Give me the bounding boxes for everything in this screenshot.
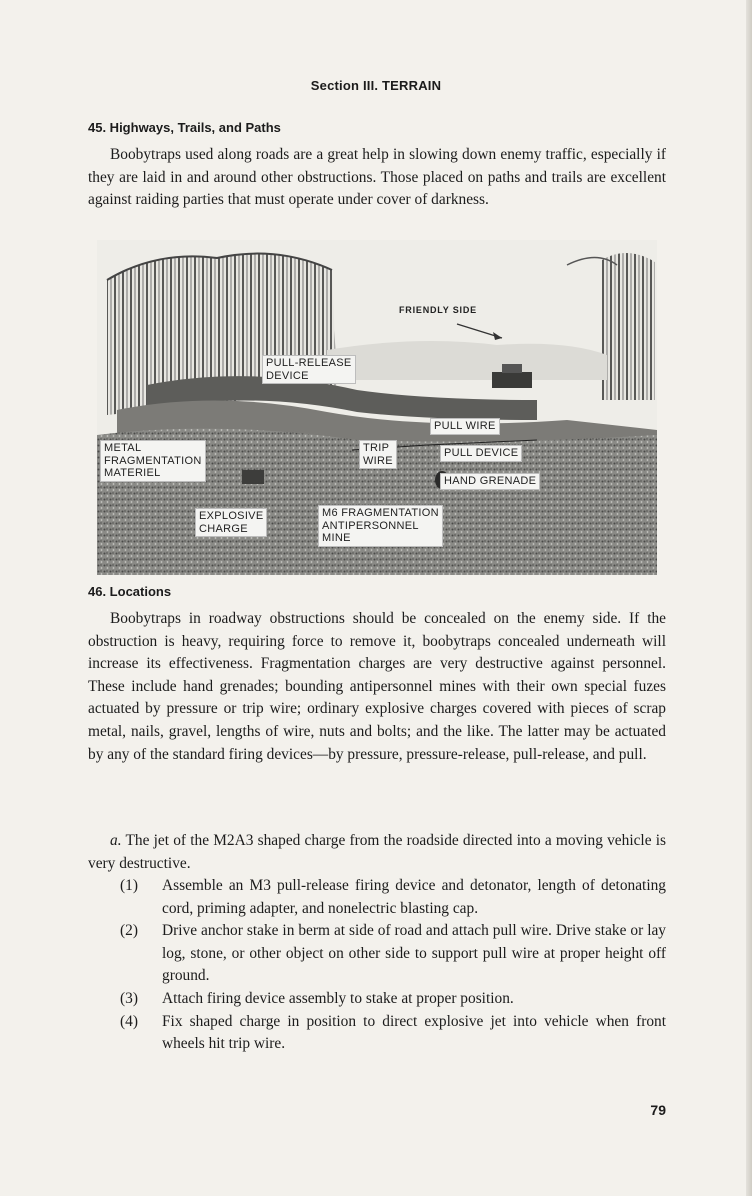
section-45-paragraph: Boobytraps used along roads are a great help in slowing down enemy traffic, especially if they are laid in and around other obstructions. Those placed on paths and trails are excellent against raiding parties that must operate under cover of darkness.: [88, 146, 666, 209]
label-trip-wire: TRIP WIRE: [359, 440, 397, 469]
section-title: Section III. TERRAIN: [310, 78, 442, 93]
subparagraph-a-text: The jet of the M2A3 shaped charge from the roadside directed into a moving vehicle is very destructive.: [88, 832, 667, 872]
label-hand-grenade: HAND GRENADE: [440, 473, 540, 490]
step-item: [120, 920, 666, 988]
section-46-heading: 46. Locations: [88, 584, 172, 599]
label-pull-release-device: PULL-RELEASE DEVICE: [262, 355, 356, 384]
label-friendly-side: FRIENDLY SIDE: [399, 305, 477, 315]
label-pull-device: PULL DEVICE: [440, 445, 522, 462]
step-text: Drive anchor stake in berm at side of road and attach pull wire. Drive stake or lay log, stone, or other object on other side to support pull wire at proper height off ground.: [162, 922, 666, 985]
page-number: 79: [650, 1102, 666, 1118]
step-text: Assemble an M3 pull-release firing device and detonator, length of detonating cord, priming adapter, and nonelectric blasting cap.: [162, 877, 666, 917]
subparagraph-a: [88, 830, 666, 875]
step-item: [120, 875, 666, 920]
page-edge: [746, 0, 752, 1196]
roadway-boobytrap-illustration: [97, 240, 657, 575]
label-metal-fragmentation-materiel: METAL FRAGMENTATION MATERIEL: [100, 440, 206, 482]
step-number: (2): [120, 922, 138, 940]
subparagraph-a-letter: a.: [110, 832, 122, 849]
label-pull-wire: PULL WIRE: [430, 418, 500, 435]
step-item: [120, 1011, 666, 1056]
step-number: (4): [120, 1012, 138, 1030]
step-number: (1): [120, 877, 138, 894]
step-text: Attach firing device assembly to stake at proper position.: [162, 989, 514, 1007]
step-text: Fix shaped charge in position to direct explosive jet into vehicle when front wheels hit trip wire.: [162, 1012, 666, 1053]
procedure-steps: [120, 875, 666, 1056]
section-45-heading: 45. Highways, Trails, and Paths: [88, 120, 281, 135]
section-46-paragraph: Boobytraps in roadway obstructions should be concealed on the enemy side. If the obstruction is heavy, requiring force to remove it, boobytraps concealed underneath will increase its effectiveness. Fragmentation charges are very destructive against personnel. These include hand grenades; bounding antipersonnel mines with their own special fuzes actuated by pressure or trip wire; ordinary explosive charges covered with pieces of scrap metal, nails, gravel, lengths of wire, nuts and bolts; and the like. The latter may be actuated by any of the standard firing devices—by pressure, pressure-release, pull-release, and pull.: [88, 610, 666, 763]
step-number: (3): [120, 989, 138, 1007]
label-explosive-charge: EXPLOSIVE CHARGE: [195, 508, 267, 537]
label-m6-fragmentation-mine: M6 FRAGMENTATION ANTIPERSONNEL MINE: [318, 505, 443, 547]
step-item: [120, 988, 666, 1011]
